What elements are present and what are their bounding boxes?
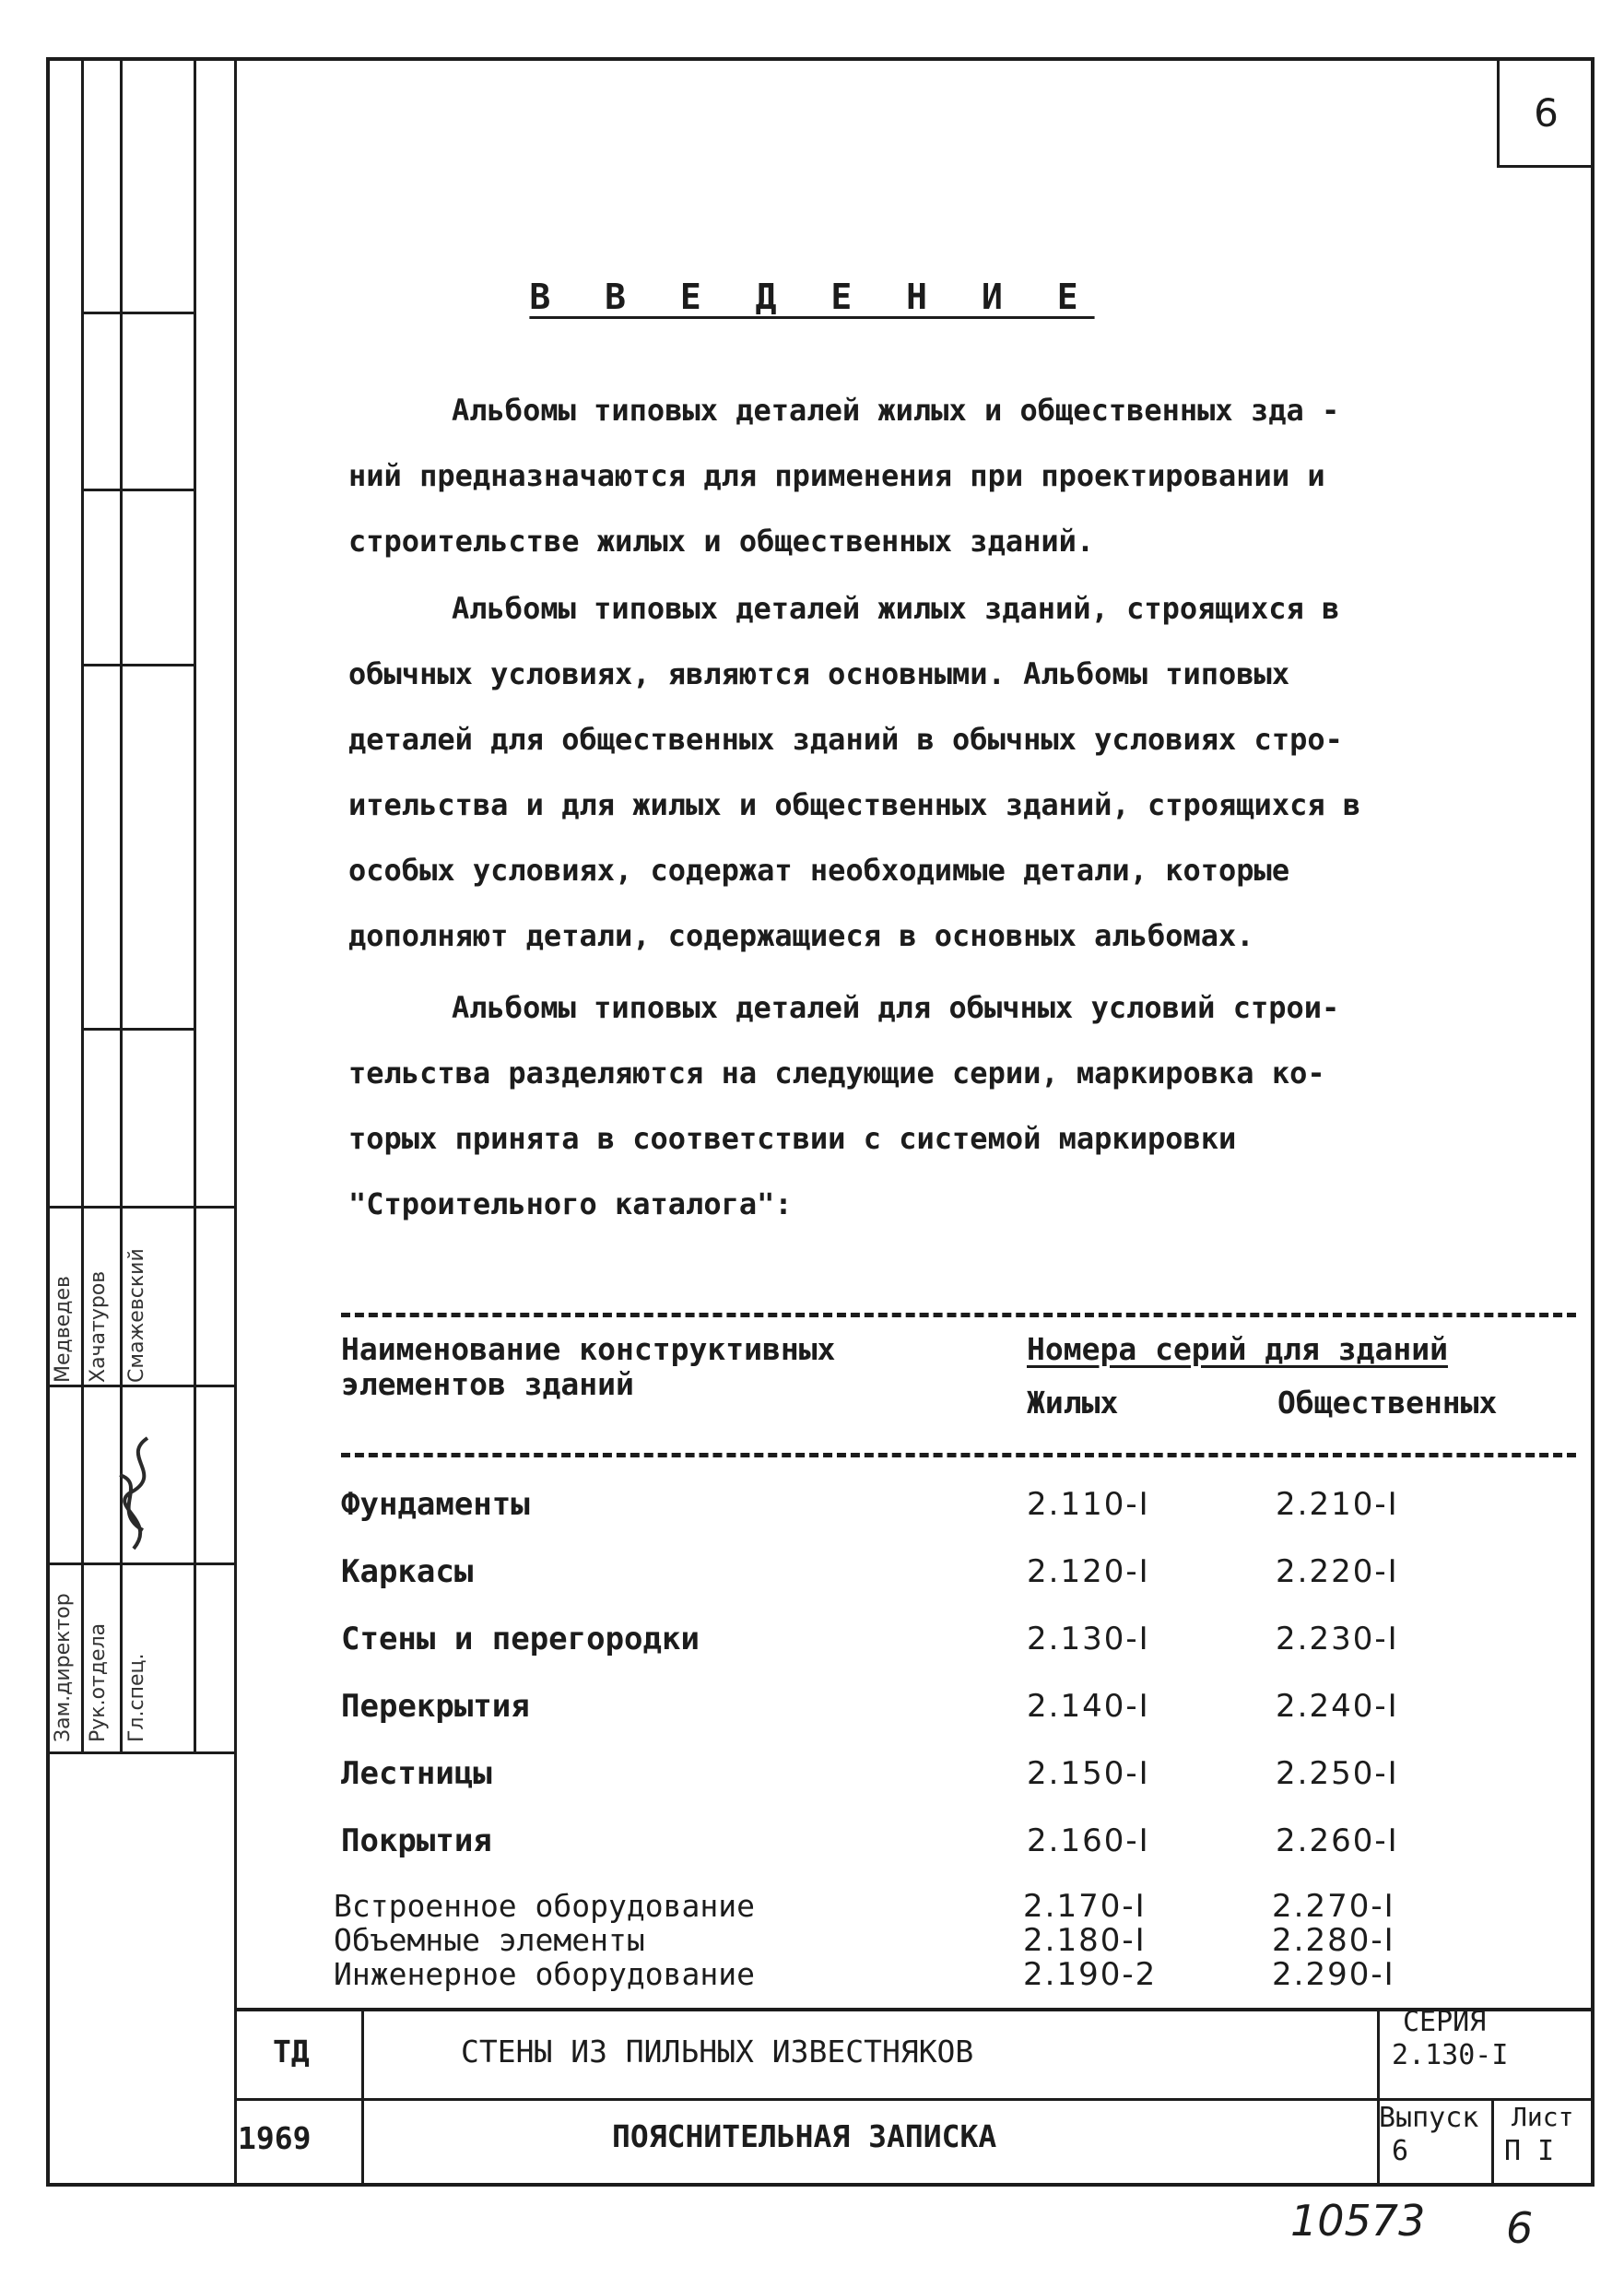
table-row-name: Объемные элементы (334, 1922, 645, 1958)
table-row-pub: 2.220-I (1276, 1553, 1399, 1590)
table-group-header: Номера серий для зданий (1027, 1331, 1448, 1367)
table-row-res: 2.140-I (1027, 1688, 1150, 1725)
table-row-name: Стены и перегородки (341, 1621, 700, 1657)
table-row-name: Лестницы (341, 1755, 492, 1792)
paragraph-line: ний предназначаются для применения при проектировании и (348, 458, 1325, 493)
table-row-res: 2.170-I (1023, 1888, 1147, 1925)
table-row-res: 2.120-I (1027, 1553, 1150, 1590)
table-col1-header: элементов зданий (341, 1366, 634, 1402)
table-header-rule (341, 1453, 1576, 1457)
sheet-value: П I (1504, 2135, 1555, 2167)
paragraph-line: строительстве жилых и общественных зданий. (348, 524, 1095, 559)
table-row-res: 2.130-I (1027, 1621, 1150, 1657)
issue-label: Выпуск (1379, 2102, 1479, 2134)
title-block-subtitle: ПОЯСНИТЕЛЬНАЯ ЗАПИСКА (612, 2118, 997, 2154)
paragraph-line: Альбомы типовых деталей жилых и общественных зда - (452, 393, 1340, 428)
stamp-row-line (46, 1206, 234, 1209)
table-top-rule (341, 1313, 1576, 1317)
stamp-name: Медведев (52, 1276, 75, 1383)
paragraph-line: обычных условиях, являются основными. Альбомы типовых (348, 656, 1290, 691)
page-mark: 6 (1506, 2203, 1534, 2253)
table-row-pub: 2.270-I (1272, 1888, 1395, 1925)
table-row-pub: 2.260-I (1276, 1822, 1399, 1859)
table-row-pub: 2.210-I (1276, 1486, 1399, 1523)
paragraph-line: дополняют детали, содержащиеся в основных альбомах. (348, 918, 1254, 953)
paragraph-line: "Строительного каталога": (348, 1186, 793, 1221)
title-block-divider (1491, 2098, 1494, 2187)
stamp-name: Смажевский (125, 1248, 148, 1383)
stamp-row-line (81, 664, 194, 666)
table-row-pub: 2.290-I (1272, 1956, 1395, 1993)
stamp-row-line (81, 489, 194, 491)
stamp-row-line (46, 1385, 234, 1387)
table-col3-header: Общественных (1277, 1385, 1498, 1421)
paragraph-line: торых принята в соответствии с системой маркировки (348, 1121, 1237, 1156)
stamp-name: Хачатуров (87, 1270, 110, 1383)
stamp-role: Рук.отдела (87, 1622, 110, 1742)
signature-scribble (92, 1420, 184, 1567)
paragraph-line: деталей для общественных зданий в обычных условиях стро- (348, 722, 1343, 757)
paragraph-line: особых условиях, содержат необходимые детали, которые (348, 853, 1290, 888)
title-block-divider (1377, 2008, 1380, 2187)
table-row-pub: 2.280-I (1272, 1922, 1395, 1959)
table-row-res: 2.190-2 (1023, 1956, 1158, 1993)
table-row-res: 2.160-I (1027, 1822, 1150, 1859)
paragraph-line: Альбомы типовых деталей жилых зданий, строящихся в (452, 591, 1340, 626)
table-row-name: Каркасы (341, 1553, 474, 1590)
table-row-pub: 2.240-I (1276, 1688, 1399, 1725)
stamp-row-line (81, 1028, 194, 1031)
stamp-role: Гл.спец. (125, 1653, 148, 1742)
title-block-divider (361, 2008, 364, 2187)
page-title-text: В В Е Д Е Н И Е (529, 277, 1095, 317)
title-block-mid (234, 2098, 1595, 2101)
table-row-name: Фундаменты (341, 1486, 530, 1523)
title-block-code: ТД (273, 2034, 310, 2070)
series-label: СЕРИЯ (1403, 2006, 1487, 2038)
sheet-label: Лист (1512, 2102, 1574, 2132)
table-row-res: 2.150-I (1027, 1755, 1150, 1792)
stamp-border-line (234, 57, 237, 2187)
paragraph-line: ительства и для жилых и общественных зданий, строящихся в (348, 787, 1361, 822)
inventory-number: 10573 (1290, 2196, 1426, 2246)
series-value: 2.130-I (1392, 2039, 1509, 2071)
table-row-name: Инженерное оборудование (334, 1956, 755, 1992)
table-row-res: 2.110-I (1027, 1486, 1150, 1523)
table-row-name: Встроенное оборудование (334, 1888, 755, 1924)
issue-value: 6 (1392, 2135, 1409, 2167)
title-block-top (234, 2008, 1595, 2011)
table-row-pub: 2.230-I (1276, 1621, 1399, 1657)
table-row-name: Перекрытия (341, 1688, 530, 1725)
stamp-row-line (46, 1751, 234, 1754)
paragraph-line: тельства разделяются на следующие серии, маркировка ко- (348, 1055, 1325, 1091)
title-block-year: 1969 (238, 2120, 312, 2156)
table-col2-header: Жилых (1027, 1385, 1119, 1421)
page-title (0, 277, 1624, 317)
table-row-res: 2.180-I (1023, 1922, 1147, 1959)
table-row-name: Покрытия (341, 1822, 492, 1859)
title-block-title: СТЕНЫ ИЗ ПИЛЬНЫХ ИЗВЕСТНЯКОВ (461, 2034, 974, 2070)
paragraph-line: Альбомы типовых деталей для обычных условий строи- (452, 990, 1340, 1025)
page-number: 6 (1497, 61, 1593, 168)
stamp-role: Зам.директор (52, 1593, 75, 1742)
table-row-pub: 2.250-I (1276, 1755, 1399, 1792)
table-col1-header: Наименование конструктивных (341, 1331, 836, 1367)
